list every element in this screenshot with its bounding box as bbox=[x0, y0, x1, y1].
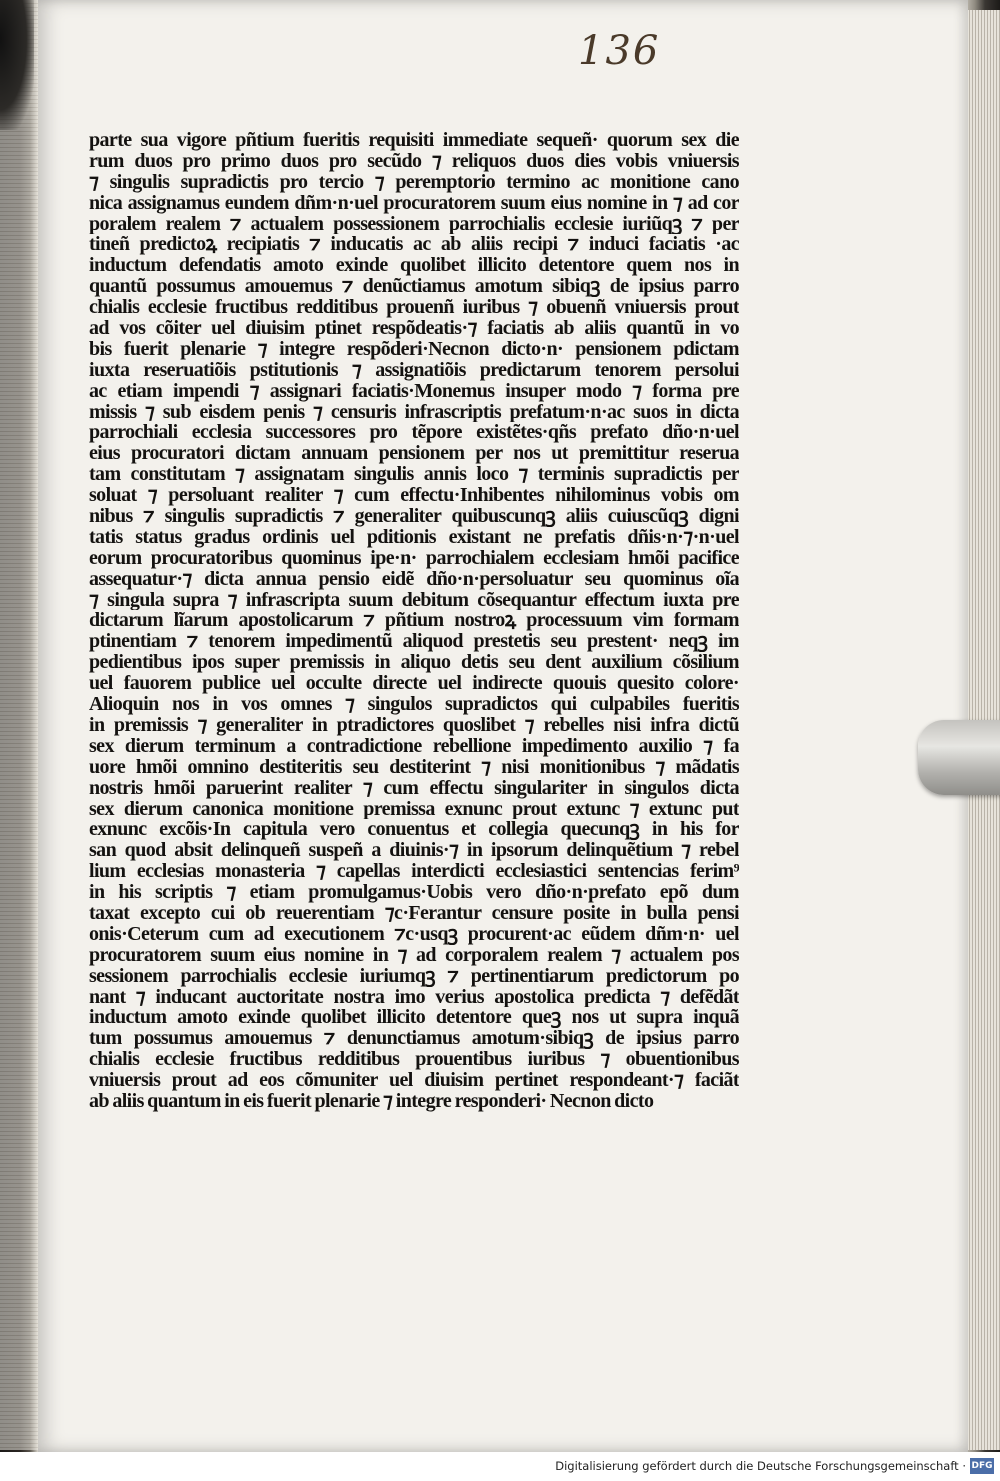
text-line: ac etiam impendi ⁊ assignari faciatis·Monemus insuper modo ⁊ forma pre bbox=[89, 380, 739, 402]
text-line: sex dierum canonica monitione premissa exnunc prout extunc ⁊ extunc put bbox=[89, 798, 739, 820]
text-line: Alioquin nos in vos omnes ⁊ singulos supradictos qui culpabiles fueritis bbox=[89, 694, 739, 715]
text-line: assequatur·⁊ dicta annua pensio eidẽ dño·n·persoluatur seu quominus oĩa bbox=[89, 568, 739, 590]
footer-credit: Digitalisierung gefördert durch die Deutsche Forschungsgemeinschaft · bbox=[555, 1459, 966, 1473]
text-line: bis fuerit plenarie ⁊ integre respõderi·Necnon dicto·n· pensionem pdictam bbox=[89, 338, 739, 360]
text-line: taxat excepto cui ob reuerentiam ⁊c·Ferantur censure posite in bulla pensi bbox=[89, 902, 739, 924]
left-binding-shadow bbox=[0, 0, 34, 130]
text-line: missis ⁊ sub eisdem penis ⁊ censuris infrascriptis prefatum·n·ac suos in dicta bbox=[89, 401, 739, 423]
text-line: ⁊ singulis supradictis pro tercio ⁊ peremptorio termino ac monitione cano bbox=[89, 171, 739, 193]
text-line: sex dierum terminum a contradictione rebellione impedimento auxilio ⁊ fa bbox=[89, 735, 739, 757]
text-line: onis·Ceterum cum ad executionem ⁊c·usqꝫ procurent·ac eũdem dñm·n· uel bbox=[89, 923, 739, 945]
text-line: procuratorem suum eius nomine in ⁊ ad corporalem realem ⁊ actualem pos bbox=[89, 944, 739, 966]
text-line: nostris hmõi paruerint realiter ⁊ cum effectu singulariter in singulos dicta bbox=[89, 777, 739, 799]
footer-bar bbox=[0, 1452, 1000, 1481]
text-line: iuxta reseruatiõis pstitutionis ⁊ assignatiõis predictarum tenorem persolui bbox=[89, 359, 739, 381]
text-line: eorum procuratoribus quominus ipe·n· parrochialem ecclesiam hmõi pacifice bbox=[89, 547, 739, 569]
text-line: poralem realem ⁊ actualem possessionem parrochialis ecclesie iuriũqꝫ ⁊ per bbox=[89, 213, 739, 235]
text-line: san quod absit delinqueñ suspeñ a diuinis·⁊ in ipsorum delinquẽtium ⁊ rebel bbox=[89, 840, 739, 862]
text-line: chialis ecclesie fructibus redditibus prouenñ iuribus ⁊ obuenñ vniuersis prout bbox=[89, 297, 739, 319]
text-line: ad vos cõiter uel diuisim ptinet respõdeatis·⁊ faciatis ab aliis quantũ in vo bbox=[89, 318, 739, 339]
text-line: inductum amoto exinde quolibet illicito detentore queꝫ nos ut supra inquã bbox=[89, 1007, 739, 1029]
text-line: chialis ecclesie fructibus redditibus prouentibus iuribus ⁊ obuentionibus bbox=[89, 1049, 739, 1071]
text-line: soluat ⁊ persoluant realiter ⁊ cum effectu·Inhibentes nihilominus vobis om bbox=[89, 485, 739, 507]
text-line: vniuersis prout ad eos cõmuniter uel diuisim pertinet respondeant·⁊ faciãt bbox=[89, 1070, 739, 1091]
text-line: in premissis ⁊ generaliter in ptradictores quoslibet ⁊ rebelles nisi infra dictũ bbox=[89, 714, 739, 736]
text-line: parrochiali ecclesia successores pro tẽpore existẽtes·qñs prefato dño·n·uel bbox=[89, 422, 739, 444]
text-line: tineñ predictoꝝ recipiatis ⁊ inducatis ac ab aliis recipi ⁊ induci faciatis ·ac bbox=[89, 234, 739, 256]
text-line: tatis status gradus ordinis uel pditionis existant ne prefatis dñis·n·⁊·n·uel bbox=[89, 526, 739, 548]
text-line: tum possumus amouemus ⁊ denunctiamus amotum·sibiqꝫ de ipsius parro bbox=[89, 1028, 739, 1050]
text-line: lium ecclesias monasteria ⁊ capellas interdicti ecclesiastici sentencias ferim⁹ bbox=[89, 861, 739, 883]
text-line: in his scriptis ⁊ etiam promulgamus·Uobis vero dño·n·prefato epõ dum bbox=[89, 882, 739, 903]
text-line: inductum defendatis amoto exinde quolibet illicito detentore quem nos in bbox=[89, 255, 739, 277]
text-line: nant ⁊ inducant auctoritate nostra imo verius apostolica predicta ⁊ defẽdãt bbox=[89, 986, 739, 1008]
text-line: exnunc excõis·In capitula vero conuentus et collegia quecunqꝫ in his for bbox=[89, 819, 739, 841]
text-line: nica assignamus eundem dñm·n·uel procuratorem suum eius nomine in ⁊ ad cor bbox=[89, 192, 739, 214]
text-line: rum duos pro primo duos pro secũdo ⁊ reliquos duos dies vobis vniuersis bbox=[89, 150, 739, 172]
book-clasp bbox=[918, 720, 1000, 795]
text-line: pedientibus ipos super premissis in aliquo detis seu dent auxilium cõsilium bbox=[89, 652, 739, 674]
text-line: nibus ⁊ singulis supradictis ⁊ generaliter quibuscunqꝫ aliis cuiuscũqꝫ digni bbox=[89, 506, 739, 527]
text-line: eius procuratori dictam annuam pensionem per nos ut premittitur reserua bbox=[89, 443, 739, 465]
printed-text-block bbox=[89, 130, 739, 1170]
text-line: uore hmõi omnino destiteritis seu destiterint ⁊ nisi monitionibus ⁊ mãdatis bbox=[89, 756, 739, 778]
dfg-logo[interactable]: DFG bbox=[970, 1458, 994, 1474]
text-line: parte sua vigore pñtium fueritis requisiti immediate sequeñ· quorum sex die bbox=[89, 130, 739, 151]
text-line: uel fauorem publice uel occulte directe uel indirecte quouis quesito colore· bbox=[89, 673, 739, 695]
text-line: dictarum lĩarum apostolicarum ⁊ pñtium nostroꝝ processuum vim formam bbox=[89, 610, 739, 632]
folio-number: 136 bbox=[578, 28, 661, 74]
left-page-edge bbox=[0, 0, 40, 1450]
text-line: sessionem parrochialis ecclesie iuriumqꝫ ⁊ pertinentiarum predictorum po bbox=[89, 965, 739, 987]
text-line: tam constitutam ⁊ assignatam singulis annis loco ⁊ terminis supradictis per bbox=[89, 464, 739, 486]
text-line: ab aliis quantum in eis fuerit plenarie ⁊ integre responderi· Necnon dicto bbox=[89, 1090, 654, 1112]
text-line: ptinentiam ⁊ tenorem impedimentũ aliquod prestetis seu prestent· neqꝫ im bbox=[89, 631, 739, 653]
text-line: ⁊ singula supra ⁊ infrascripta suum debitum cõsequantur effectum iuxta pre bbox=[89, 589, 739, 611]
text-line: quantũ possumus amouemus ⁊ denũctiamus amotum sibiqꝫ de ipsius parro bbox=[89, 276, 739, 298]
